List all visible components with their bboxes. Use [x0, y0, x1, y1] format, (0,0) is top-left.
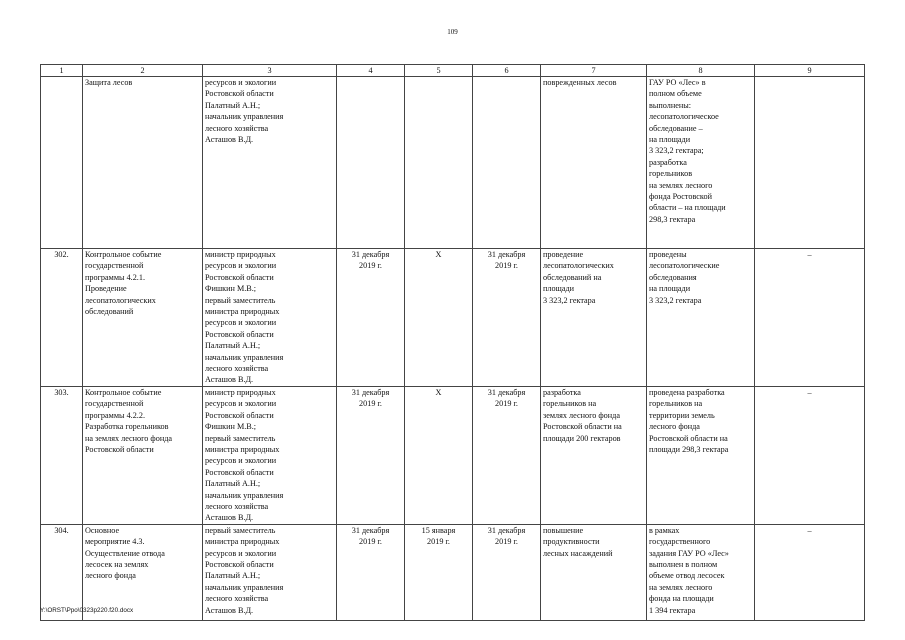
responsible: первый заместитель министра природных ресурсов и экологии Ростовской области Палатный А.Н.; начальник управления лесного хозяйства Асташов В.Д.	[203, 524, 337, 620]
start-date: 15 января 2019 г.	[405, 524, 473, 620]
plan-date: 31 декабря 2019 г.	[337, 249, 405, 387]
end-date: 31 декабря 2019 г.	[473, 524, 541, 620]
table-row	[41, 249, 865, 387]
table-row	[41, 524, 865, 620]
note: –	[755, 386, 865, 524]
start-date: X	[405, 386, 473, 524]
row-number: 303.	[41, 386, 83, 524]
note: –	[755, 249, 865, 387]
end-date	[473, 77, 541, 249]
header-cell: 6	[473, 65, 541, 77]
row-number: 302.	[41, 249, 83, 387]
actual-result: проведены лесопатологические обследования на площади 3 323,2 гектара	[647, 249, 755, 387]
header-cell: 8	[647, 65, 755, 77]
expected-result: повышение продуктивности лесных насаждений	[541, 524, 647, 620]
plan-date	[337, 77, 405, 249]
plan-date: 31 декабря 2019 г.	[337, 386, 405, 524]
header-cell: 7	[541, 65, 647, 77]
responsible: министр природных ресурсов и экологии Ростовской области Фишкин М.В.; первый заместитель министра природных ресурсов и экологии Ростовской области Палатный А.Н.; начальник управления лесного хозяйства Асташов В.Д.	[203, 249, 337, 387]
header-cell: 9	[755, 65, 865, 77]
row-number: 304.	[41, 524, 83, 620]
header-cell: 5	[405, 65, 473, 77]
actual-result: ГАУ РО «Лес» в полном объеме выполнены: лесопатологическое обследование – на площади 3 323,2 гектара; разработка горельников на землях лесного фонда Ростовской области – на площади 298,3 гектара	[647, 77, 755, 249]
end-date: 31 декабря 2019 г.	[473, 386, 541, 524]
actual-result: в рамках государственного задания ГАУ РО «Лес» выполнен в полном объеме отвод лесосек на землях лесного фонда на площади 1 394 гектара	[647, 524, 755, 620]
header-cell: 1	[41, 65, 83, 77]
note: –	[755, 524, 865, 620]
end-date: 31 декабря 2019 г.	[473, 249, 541, 387]
expected-result: разработка горельников на землях лесного фонда Ростовской области на площади 200 гектаров	[541, 386, 647, 524]
actual-result: проведена разработка горельников на территории земель лесного фонда Ростовской области на площади 298,3 гектара	[647, 386, 755, 524]
header-cell: 4	[337, 65, 405, 77]
header-cell: 3	[203, 65, 337, 77]
row-number	[41, 77, 83, 249]
event-name: Контрольное событие государственной программы 4.2.1. Проведение лесопатологических обследований	[83, 249, 203, 387]
start-date	[405, 77, 473, 249]
table-row	[41, 386, 865, 524]
responsible: министр природных ресурсов и экологии Ростовской области Фишкин М.В.; первый заместитель министра природных ресурсов и экологии Ростовской области Палатный А.Н.; начальник управления лесного хозяйства Асташов В.Д.	[203, 386, 337, 524]
expected-result: поврежденных лесов	[541, 77, 647, 249]
header-cell: 2	[83, 65, 203, 77]
plan-date: 31 декабря 2019 г.	[337, 524, 405, 620]
start-date: X	[405, 249, 473, 387]
header-row	[41, 65, 865, 77]
expected-result: проведение лесопатологических обследований на площади 3 323,2 гектара	[541, 249, 647, 387]
event-name: Контрольное событие государственной программы 4.2.2. Разработка горельников на землях лесного фонда Ростовской области	[83, 386, 203, 524]
event-name: Основное мероприятие 4.3. Осуществление отвода лесосек на землях лесного фонда	[83, 524, 203, 620]
table-row	[41, 77, 865, 249]
note	[755, 77, 865, 249]
file-path-footer: Y:\ORST\Ppo\0323p220.f20.docx	[40, 607, 134, 614]
report-table	[40, 64, 865, 621]
responsible: ресурсов и экологии Ростовской области Палатный А.Н.; начальник управления лесного хозяйства Асташов В.Д.	[203, 77, 337, 249]
event-name: Защита лесов	[83, 77, 203, 249]
page-number: 109	[447, 28, 458, 36]
